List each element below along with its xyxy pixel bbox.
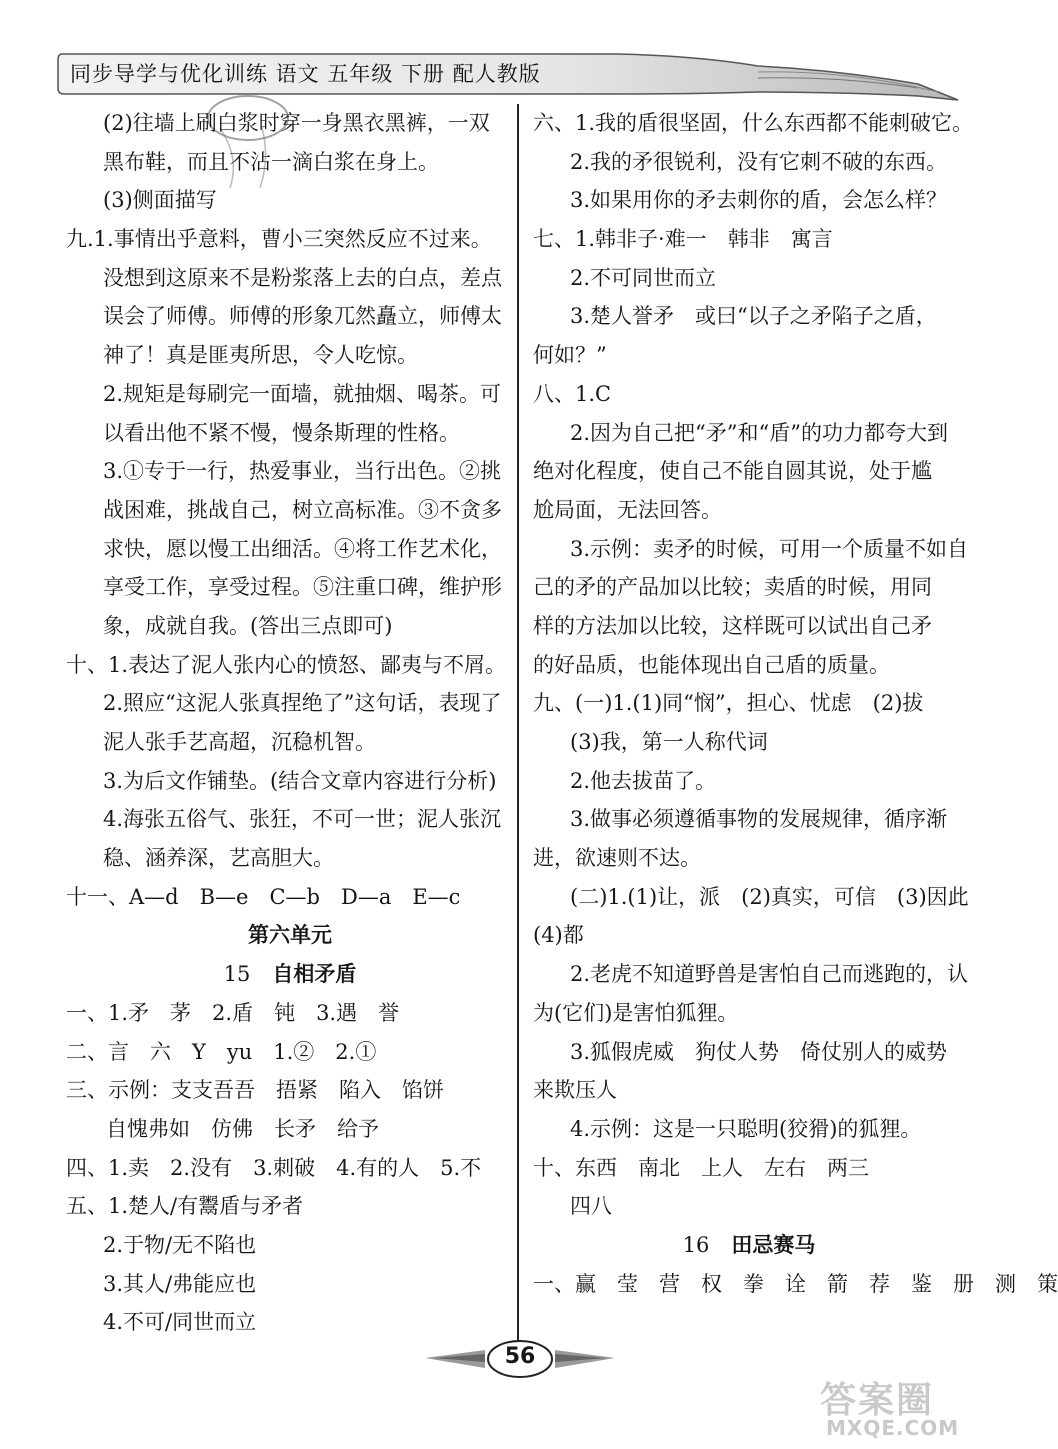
- answer-text: 2.不可同世而立: [570, 265, 717, 290]
- answer-line: [66, 1071, 514, 1110]
- answer-text: 3.为后文作铺垫。(结合文章内容进行分析): [103, 768, 497, 793]
- answer-text: 样的方法加以比较，这样既可以试出自己矛: [533, 613, 932, 638]
- answer-line: [533, 491, 965, 530]
- answer-line: [533, 684, 965, 723]
- watermark-logo-text: 答案圈: [820, 1380, 935, 1421]
- answer-text: 绝对化程度，使自己不能自圆其说，处于尴: [533, 459, 932, 484]
- answer-line: [66, 568, 514, 607]
- answer-line: [66, 491, 514, 530]
- answer-text: 4.不可/同世而立: [103, 1310, 257, 1335]
- answer-line: [533, 375, 965, 414]
- answer-text: 没想到这原来不是粉浆落上去的白点，差点: [103, 265, 502, 290]
- answer-line: [66, 1033, 514, 1072]
- answer-line: [533, 800, 965, 839]
- answer-line: [533, 181, 965, 220]
- answer-line: [533, 916, 965, 955]
- answer-line: [66, 452, 514, 491]
- answer-line: [66, 878, 514, 917]
- column-divider: [517, 104, 519, 1344]
- answer-line: [533, 143, 965, 182]
- answer-line: [533, 994, 965, 1033]
- answer-text: 四八: [570, 1194, 612, 1219]
- watermark-url-text: MXQE.COM: [826, 1416, 960, 1440]
- answer-text: 来欺压人: [533, 1078, 617, 1103]
- answer-line: [533, 1265, 1058, 1304]
- answer-line: [66, 414, 514, 453]
- section-heading: 第六单元: [248, 922, 332, 948]
- answer-text: 3.如果用你的矛去刺你的盾，会怎么样？: [570, 188, 948, 213]
- answer-line: [533, 955, 969, 994]
- answer-text: 3.①专于一行，热爱事业，当行出色。②挑: [103, 459, 502, 484]
- answer-text: (二)1.(1)让，派 (2)真实，可信 (3)因此: [570, 884, 969, 909]
- answer-line: [66, 336, 514, 375]
- section-heading: 田忌赛马: [731, 1231, 816, 1257]
- answer-text: 十一、A—d B—e C—b D—a E—c: [66, 884, 461, 909]
- answer-line: [533, 259, 965, 298]
- answer-text: 3.楚人誉矛 或曰“以子之矛陷子之盾，: [570, 304, 937, 329]
- page-footer: [425, 1336, 615, 1382]
- answer-text: 八、1.C: [533, 381, 612, 406]
- answer-line: [533, 104, 974, 143]
- answer-line: [533, 297, 965, 336]
- page-header: [58, 48, 958, 100]
- answer-text: 的好品质，也能体现出自己盾的质量。: [533, 652, 890, 677]
- answer-text: 3.示例：卖矛的时候，可用一个质量不如自: [570, 536, 969, 561]
- answer-line: [66, 723, 514, 762]
- answer-text: 象，成就自我。(答出三点即可): [103, 613, 393, 638]
- answer-text: 2.他去拔苗了。: [570, 768, 717, 793]
- answer-text: 3.狐假虎威 狗仗人势 倚仗别人的威势: [570, 1039, 948, 1064]
- lesson-number: 15: [223, 962, 251, 987]
- answer-line: [533, 607, 965, 646]
- answer-text: 战困难，挑战自己，树立高标准。③不贪多: [103, 497, 502, 522]
- answer-text: 4.示例：这是一只聪明(狡猾)的狐狸。: [570, 1116, 922, 1141]
- lesson-number: 16: [682, 1232, 710, 1257]
- answer-text: 为(它们)是害怕狐狸。: [533, 1000, 739, 1025]
- answer-text: 四、1.卖 2.没有 3.刺破 4.有的人 5.不: [66, 1155, 482, 1180]
- answer-text: (3)我，第一人称代词: [570, 730, 768, 754]
- answer-line: [533, 723, 965, 762]
- answer-line: [66, 1226, 514, 1265]
- answer-line: [533, 220, 965, 259]
- answer-text: 三、示例：支支吾吾 捂紧 陷入 馅饼: [66, 1078, 444, 1103]
- answer-text: 2.于物/无不陷也: [103, 1232, 257, 1257]
- answer-line: [533, 336, 965, 375]
- answer-text: (2)往墙上刷白浆时穿一身黑衣黑裤，一双: [103, 111, 490, 135]
- answer-line: [66, 762, 514, 801]
- answer-text: 九、(一)1.(1)同“悯”，担心、忧虑 (2)拔: [533, 691, 924, 716]
- answer-text: 一、1.矛 茅 2.盾 钝 3.遇 誉: [66, 1000, 400, 1025]
- page-number: 56: [504, 1344, 536, 1369]
- answer-text: 2.规矩是每刷完一面墙，就抽烟、喝茶。可: [103, 381, 502, 406]
- answer-text: (3)侧面描写: [103, 188, 217, 213]
- answer-text: 3.其人/弗能应也: [103, 1271, 257, 1296]
- answer-text: 己的矛的产品加以比较；卖盾的时候，用同: [533, 575, 932, 600]
- answer-line: [66, 916, 514, 955]
- answer-line: [66, 839, 514, 878]
- answer-text: 稳、涵养深，艺高胆大。: [103, 846, 334, 871]
- answer-line: [533, 1149, 965, 1188]
- answer-line: [66, 297, 514, 336]
- answer-line: [66, 646, 514, 685]
- answer-text: 4.海张五俗气、张狂，不可一世；泥人张沉: [103, 807, 502, 832]
- answer-text: 2.老虎不知道野兽是害怕自己而逃跑的，认: [570, 962, 969, 987]
- answer-line: [66, 530, 514, 569]
- answer-text: 3.做事必须遵循事物的发展规律，循序渐: [570, 807, 948, 832]
- answer-text: 七、1.韩非子·难一 韩非 寓言: [533, 227, 833, 252]
- answer-line: [533, 530, 969, 569]
- answer-line: [533, 1033, 965, 1072]
- answer-line: [66, 955, 514, 994]
- answer-text: 神了！真是匪夷所思，令人吃惊。: [103, 343, 418, 368]
- answer-text: 泥人张手艺高超，沉稳机智。: [103, 730, 376, 754]
- answer-text: 尬局面，无法回答。: [533, 497, 722, 522]
- answer-text: 进，欲速则不达。: [533, 846, 701, 871]
- right-column: [533, 104, 1058, 1303]
- answer-text: 享受工作，享受过程。⑤注重口碑，维护形: [103, 575, 502, 600]
- answer-text: 六、1.我的盾很坚固，什么东西都不能刺破它。: [533, 111, 974, 135]
- answer-text: 自愧弗如 仿佛 长矛 给予: [106, 1116, 379, 1141]
- answer-line: [66, 375, 514, 414]
- answer-line: [66, 104, 514, 143]
- answer-line: [66, 143, 514, 182]
- answer-line: [533, 1187, 965, 1226]
- answer-line: [66, 800, 514, 839]
- answer-text: 求快，愿以慢工出细活。④将工作艺术化，: [103, 536, 502, 561]
- answer-line: [66, 259, 514, 298]
- answer-text: 十、东西 南北 上人 左右 两三: [533, 1155, 869, 1180]
- answer-line: [533, 568, 965, 607]
- answer-line: [533, 1226, 965, 1265]
- answer-line: [533, 1110, 965, 1149]
- answer-text: 二、言 六 Y yu 1.② 2.①: [66, 1039, 377, 1064]
- answer-line: [533, 646, 965, 685]
- answer-line: [66, 1149, 514, 1188]
- answer-line: [533, 839, 965, 878]
- answer-line: [66, 1265, 514, 1304]
- header-title: 同步导学与优化训练 语文 五年级 下册 配人教版: [70, 62, 541, 86]
- answer-text: 误会了师傅。师傅的形象兀然矗立，师傅太: [103, 304, 502, 329]
- answer-line: [533, 762, 965, 801]
- answer-line: [66, 220, 514, 259]
- answer-text: 五、1.楚人/有鬻盾与矛者: [66, 1194, 304, 1219]
- answer-text: (4)都: [533, 923, 584, 948]
- watermark: [820, 1372, 990, 1442]
- answer-line: [66, 1187, 514, 1226]
- answer-line: [66, 994, 514, 1033]
- answer-text: 九.1.事情出乎意料，曹小三突然反应不过来。: [66, 227, 492, 252]
- section-heading: 自相矛盾: [272, 961, 357, 987]
- answer-text: 十、1.表达了泥人张内心的愤怒、鄙夷与不屑。: [66, 652, 507, 677]
- answer-text: 一、赢 莹 营 权 拳 诠 箭 荐 鉴 册 测 策: [533, 1271, 1058, 1296]
- answer-line: [66, 684, 514, 723]
- answer-text: 2.因为自己把“矛”和“盾”的功力都夸大到: [570, 420, 948, 445]
- answer-text: 以看出他不紧不慢，慢条斯理的性格。: [103, 420, 460, 445]
- answer-text: 2.我的矛很锐利，没有它刺不破的东西。: [570, 149, 948, 174]
- answer-line: [66, 1110, 514, 1149]
- left-column: [66, 104, 514, 1342]
- answer-line: [533, 452, 965, 491]
- answer-text: 何如？”: [533, 343, 607, 368]
- answer-text: 2.照应“这泥人张真捏绝了”这句话，表现了: [103, 691, 502, 716]
- answer-line: [533, 878, 969, 917]
- answer-line: [533, 414, 965, 453]
- answer-line: [66, 607, 514, 646]
- answer-line: [533, 1071, 965, 1110]
- answer-line: [66, 181, 514, 220]
- answer-text: 黑布鞋，而且不沾一滴白浆在身上。: [103, 149, 439, 174]
